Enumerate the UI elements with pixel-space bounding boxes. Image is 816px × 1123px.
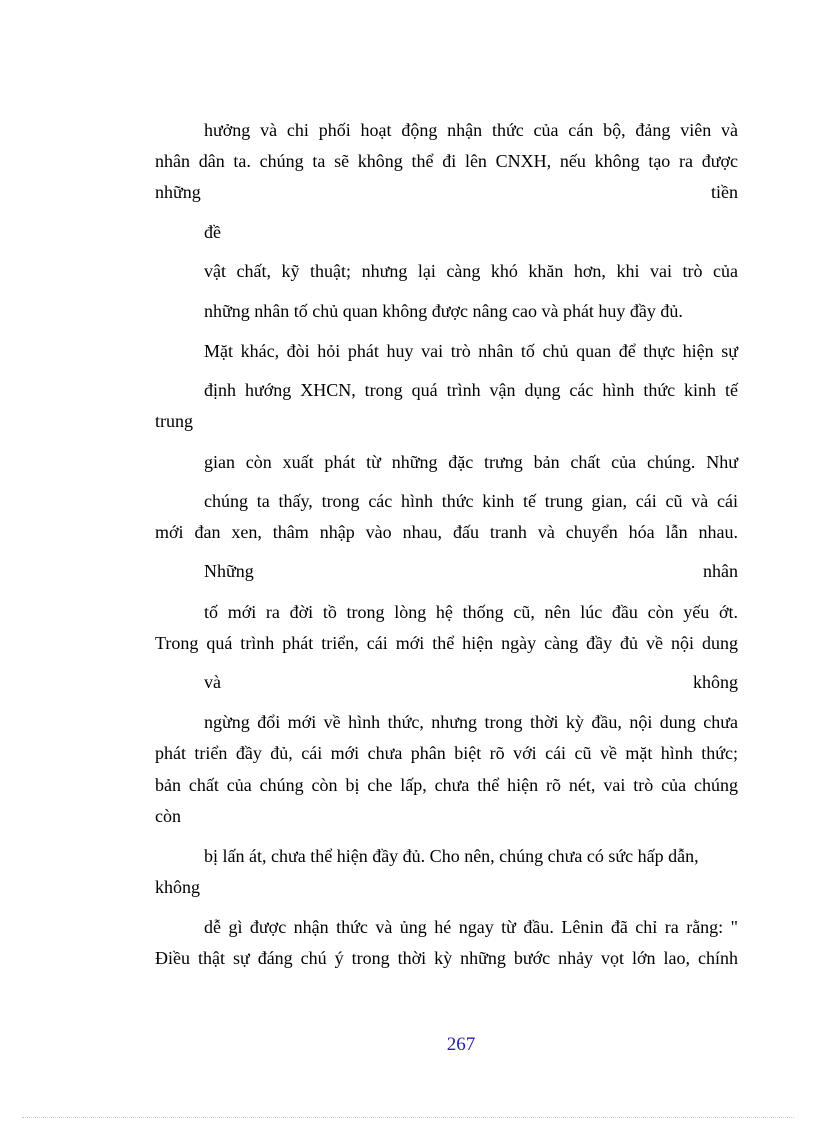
text-line: vật chất, kỹ thuật; nhưng lại càng khó khăn hơn, khi vai trò của	[204, 261, 738, 281]
text-line: đề	[204, 222, 221, 242]
text-line: Trong quá trình phát triển, cái mới thể hiện ngày càng đầy đủ về nội dung	[155, 633, 738, 653]
text-line: bị lấn át, chưa thể hiện đầy đủ. Cho nên, chúng chưa có sức hấp dẫn,	[204, 846, 699, 866]
text-line: Điều thật sự đáng chú ý trong thời kỳ những bước nhảy vọt lớn lao, chính	[155, 948, 738, 968]
text-word: những	[155, 182, 201, 202]
text-line: không	[155, 877, 200, 897]
text-line: mới đan xen, thâm nhập vào nhau, đấu tranh và chuyển hóa lẫn nhau.	[155, 522, 738, 542]
text-line: hưởng và chi phối hoạt động nhận thức của cán bộ, đảng viên và	[204, 120, 738, 140]
page-number: 267	[446, 1034, 476, 1055]
text-line	[155, 181, 738, 203]
text-line: còn	[155, 806, 181, 826]
text-line: những nhân tố chủ quan không được nâng cao và phát huy đầy đủ.	[204, 301, 683, 321]
text-line: bản chất của chúng còn bị che lấp, chưa thể hiện rõ nét, vai trò của chúng	[155, 775, 738, 795]
text-word: không	[693, 672, 738, 692]
text-line: trung	[155, 411, 193, 431]
text-word: nhân	[703, 561, 738, 581]
text-line	[204, 560, 738, 582]
text-line: phát triển đầy đủ, cái mới chưa phân biệt rõ với cái cũ về mặt hình thức;	[155, 743, 738, 763]
footer-divider	[22, 1117, 794, 1118]
text-line	[204, 671, 738, 693]
text-line: tố mới ra đời tồ trong lòng hệ thống cũ, nên lúc đầu còn yếu ớt.	[204, 602, 738, 622]
text-line: định hướng XHCN, trong quá trình vận dụng các hình thức kinh tế	[204, 380, 738, 400]
text-line: chúng ta thấy, trong các hình thức kinh tế trung gian, cái cũ và cái	[204, 491, 738, 511]
text-word: tiền	[711, 182, 738, 202]
text-line: ngừng đổi mới về hình thức, nhưng trong thời kỳ đầu, nội dung chưa	[204, 712, 738, 732]
text-line: Mặt khác, đòi hỏi phát huy vai trò nhân tố chủ quan để thực hiện sự	[204, 341, 738, 361]
text-line: dễ gì được nhận thức và ủng hé ngay từ đầu. Lênin đã chỉ ra rằng: "	[204, 917, 738, 937]
text-word: Những	[204, 561, 254, 581]
text-line: gian còn xuất phát từ những đặc trưng bản chất của chúng. Như	[204, 452, 738, 472]
text-line: nhân dân ta. chúng ta sẽ không thể đi lên CNXH, nếu không tạo ra được	[155, 151, 738, 171]
text-word: và	[204, 672, 221, 692]
